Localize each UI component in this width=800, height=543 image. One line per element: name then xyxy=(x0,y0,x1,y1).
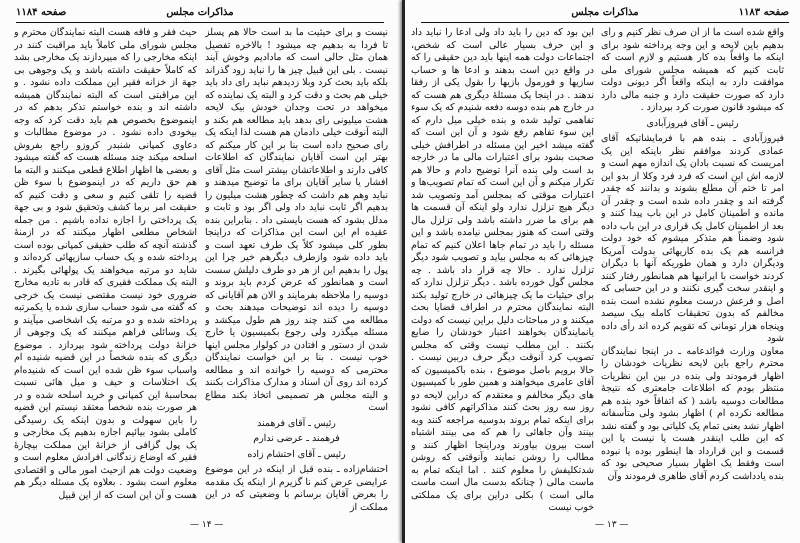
header-title: مذاکرات مجلس xyxy=(166,7,234,18)
paragraph: فیروزآبادی ـ بنده هم با فرمایشاتیکه آقای عمادی کردند موافقم نظر باینکه این یک امریست که نسبت بادان یک اندازه مهم است و لازمه اش این است که فرد فرد وکلا از بدو این امر تا ختم آن مطلع بشوند و بدانند که چقدر گرفته اند و چقدر داده شده است و چقدر آن مانده و اطمینان کامل در این باب پیدا کنند و بعد از اطمینان کامل یک قراری در این باب داده شود وضمناً هم متذکر میشوم که خود دولت فرانسه هم یک بده کاریهائی بدولت آمریکا ودیگران دارد و همان طوریکه آنها با دیگران کردند خواست با ایرانیها هم همانطور رفتار کنند و اینقدر سخت گیری نکنند و در این حسابی که اصل و فرعش درست معلوم نشده است بنده مخالفم که بدون تحقیقات کامله بیک سیصد وپنجاه هزار تومانی که تقویم کرده اند رأی داده شود xyxy=(601,133,784,344)
paragraph: نیست و برای حیثیت ما بد است حالا هم پسلز تا فردا به بدهیم چه میشود ! بالاخره تفصیل همان مثل حالی است که مادادیم وخوش آیند نیست . بلی این قبیل چیز ها را نباید زود گذراند بلکه باید بحث کرد وبلا زدیدهم نباید رای داد باید خیلی هم بحث و دقت کرد و البته یک نماینده که میخواهد در تحت وجدان خودش بیک لایحه هشت میلیونی رای بدهد باید مطالعه هم بکند و البته آنوقت خیلی دادمان هم هست لذا اینکه یک رای صحیح داده است بنا بر این کار میکنم که بهتر این است آقایان نمایندگان که اطلاعات کافی دارند و اطلاعاتشان بیشتر است مثل آقای افشار یا سایر آقایان برای ما توضیح میدهند و نباید وهم هم داشت که چطور هشت میلیون را بدهیم اگر ثابت نباید داد ولی اگر بود و ثابت و مدلل بشود که هست بایستی داد . بنابراین بنده عقیده ام این است این مذاکرات که دراینجا بطور کلی میشود کلاً یک طرف تعهد است و باید داده شود وازطرف دیگرهم خیر چرا این پول را بدهیم این از هر دو طرف دلیلش سست است و همانطور که عرض کردم باید بروند و دوسیه را ملاحظه بفرمایند و الان هم آقایانی که دوسیه را دیده اند توضیحات میدهند بحث و مطالعه می کنند چند روز هم طول میکشد و مسئله میگذرد ولی رجوع بکمیسیون یا خارج شدن از دستور و افتادن در کولوار مجلس اینها خوب نیست . بنا بر این خواست نمایندگان محترمی که دوسیه را خوانده اند و مطالعه کرده اند روی آن اسناد و مدارک مذاکرات بکنند و البته مجلس هر تصمیمی اتخاذ بکند مطاع است xyxy=(205,27,388,413)
paragraph: معاون وزارت فوائدعامه ـ در اینجا نمایندگان محترم راجع باین لایحه نظریات خودشان را اظهار فرمودند ولی بنده در بین این نظریات منتظر بودم که اطلاعات جامعتری که نتیجهٔ مطالعات دوسیه باشد ( که اتفاقاً خود بنده هم مطالعه نکرده ام ) اظهار بشود ولی متأسفانه اظهار نشد یعنی تمام یک کلیاتی بود و گفته نشد که این طلب اینقدر هست یا نیست یا این قسمت و این قرارداد ها اینطور بوده یا نبوده است وفقط یک اظهار بسیار صحیحی بود که بنده یادداشت کردم آقای طاهری فرمودند وآن xyxy=(601,345,784,482)
page-folio: — ۱۳ — xyxy=(595,520,629,530)
text-column-right xyxy=(601,27,784,517)
header-page-number: صفحه ۱۱۸۴ xyxy=(16,7,67,18)
speaker-line: فرهمند ـ عرضی ندارم xyxy=(253,433,340,444)
page-header xyxy=(16,6,384,23)
header-title: مذاکرات مجلس xyxy=(571,7,639,18)
page-folio: — ۱۴ — xyxy=(190,520,224,530)
paragraph: احتشام‌زاده ـ بنده قبل از اینکه در این موضوع عرایضی عرض کنم نا گزیرم از اینکه یک مقدمه را بعرض آقایان برسانم با وضعیتی که در این مملکت از xyxy=(205,464,388,513)
text-column-right xyxy=(205,27,388,517)
paragraph: واقع شده است ما از آن صرف نظر کنیم و رأی بدهیم باین لایحه و این وجه پرداخته شود برای اینکه ما واقعاً بده کار هستیم و لازم است که ثابت کنیم که همیشه مجلس شورای ملی موافقت دارد به اینکه واقعاً اگر دیونی دولت دارد که صورت حقیقت دارد و جنبه مالی دارد که میشود قانون صورت کرد بپردازد . xyxy=(601,27,784,113)
header-page-number: صفحه ۱۱۸۳ xyxy=(738,7,789,18)
paragraph: این بود که دین را باید داد ولی ادعا را نباید داد و این حرف بسیار عالی است که شخص، اجتماعات دولت همه اینها باید دین حقیقی را که در واقع دین است بدهند و ادعا ها و حساب سازیها و فورمول بازیها را بقول یکی از رفقا ندهند . در اینجا یک مسئلهٔ دیگری هم هست که در خارج هم بنده دوسه دفعه شنیدم که یک سوء تفاهمی تولید شده و بنده خیلی میل دارم که این سوء تفاهم رفع شود و آن این است که گفته میشد اخیر این مسئله در اطرافش خیلی صحبت بشود برای اعتبارات مالی ما در خارجه بد است ولی بنده آنرا توضیح دادم و حالا هم تکرار میکنم و آن این است که تمام تصویب‌ها و اعتبارات موقتی که بمجلس آمد وتصویب شد دیگر هیچ تزلزل ندارد ولو اینکه آن قسمت ها هم برای ما ضرر داشته باشد ولی تزلزل مال وقتی است که هنوز بمجلس نیامده باشد و این مسئله را باید در تمام جاها اعلان کنیم که تمام چیزهائی که به مجلس بیاید و تصویب شود دیگر تزلزل ندارد . حالا چه قرار داد باشد . چه مجلس گول خورده باشد . دیگر تزلزل ندارد که برای حیثیات ما یک چیزهائی در خارج تولید بکند البته نمایندگان محترم در اطراف قضایا بحث میکنند و در مباحثات دلیل براین نیست که دولت یانمایندگان بخواهند اعتبار خودشان را ضایع بکنند . این مطلب نیست وقتی که مجلس تصویب کرد آنوقت دیگر حرف دربین نیست . حالا برویم باصل موضوع ، بنده باکمیسیون که آقای عامری میخواهند و همین طور با کمیسیون های دیگر مخالفم و معتقدم که دراین لایحه دو روز سه روز بحث کنند مذاکراتهم کافی نشود برای اینکه تمام بروند بدوسیه مراجعه کنند وبه بینند وآن جاهائی را هم که می بینند اشتباه است بیرون بیاورند ودراینجا اظهار کنند و مطالب را روشن نمایند وآنوقتی که روشن شدتکلیفش را معلوم کنند . اما اینکه تمام به ماست مالی ( چنانکه بدست مال است ماست مالی است ) بکلی دراین برای یک مملکتی خوب نیست xyxy=(411,27,594,513)
left-page xyxy=(0,0,398,543)
page-header xyxy=(421,6,789,23)
text-column-left xyxy=(14,27,197,517)
speaker-line: رئیس ـ آقای فیروزآبادی xyxy=(646,117,739,129)
text-column-left xyxy=(411,27,594,517)
speaker-line: رئیس ـ آقای احتشام زاده xyxy=(247,448,346,460)
speaker-line: رئیس ـ آقای فرهمند xyxy=(257,417,336,429)
right-page xyxy=(402,0,800,543)
paragraph: حیث فقر و فاقه هست البته نمایندگان محترم و مجلس شورای ملی کاملاً باید مراقبت کنند در اینکه مخارجی را که میپردازند یک مخارجی بشد که کاملاً حقیقت داشته باشد و یک وجوهی بی جهة از خزانه فقیر این مملکت داده نشود . و این مراقبتی است که البته نمایندگان همیشه داشته اند و بنده خواستم تذکر بدهم که در اینموضوع بخصوص هم باید دقت کرد که وجه بیخودی داده نشود . در موضوع مطالبات و دعاوی کمپانی شنبدر کروزو راجع بفروش اسلحه میکند چند مسئله هست که گفته میشود و بعضی ها اظهار اطلاع قطعی میکنند و البته ما هم حق داریم که در اینموضوع با سوء ظن قضیه را تلقی کنیم و سعی و دقت کنیم که حقیقت امر برما کشف وتحقیق شود و بی جهة یک پرداختی را اجازه نداده باشیم . من جمله اشخاص مطلعی اظهار میکنند که در ازمنهٔ گذشته آنچه که طلب حقیقی کمپانی بوده است پرداخته شده و یک حساب سازیهائی کرده‌اند و شاید دو مرتبه میخواهند یک پولهائی بگیرند . البته یک مملکت فقیری که قادر به تادیه مخارج ضروری خود نیست مقتضی نیست یک خرجی که گفته می شود حساب سازی شده یا یکمرتبه پرداخته شده و دو مرتبه یک اشخاصی میآیند و یک وسائلی فراهم میکنند که یک وجوهی از خزانهٔ دولت پرداخته شود بپردازد . موضوع دیگری که بنده شخصاً در این قضیه شنیده ام واسباب سوء ظن شده این است که شنیده‌ام یک اختلاسات و حیف و میل هائی نسبت بمحاسبهٔ این کمپانی و خرید اسلحه شده و در هر صورت بنده شخصاً معتقد نیستم این قضیه را باین سهولت و بدون اینکه یک رسیدگی کاملی بشود بیائیم اجازه بدهیم یک مخارجی و یک پول گزافی از خزانهٔ این مملکت بیچارهٔ فقیر که اوضاع زندگانی افرادش معلوم است و وضعیت دولت هم ازحیث امور مالی و اقتصادی معلوم است بشود . بعلاوه یک مسئله دیگر هم هست و آن این است که از این قبیل xyxy=(14,27,197,501)
